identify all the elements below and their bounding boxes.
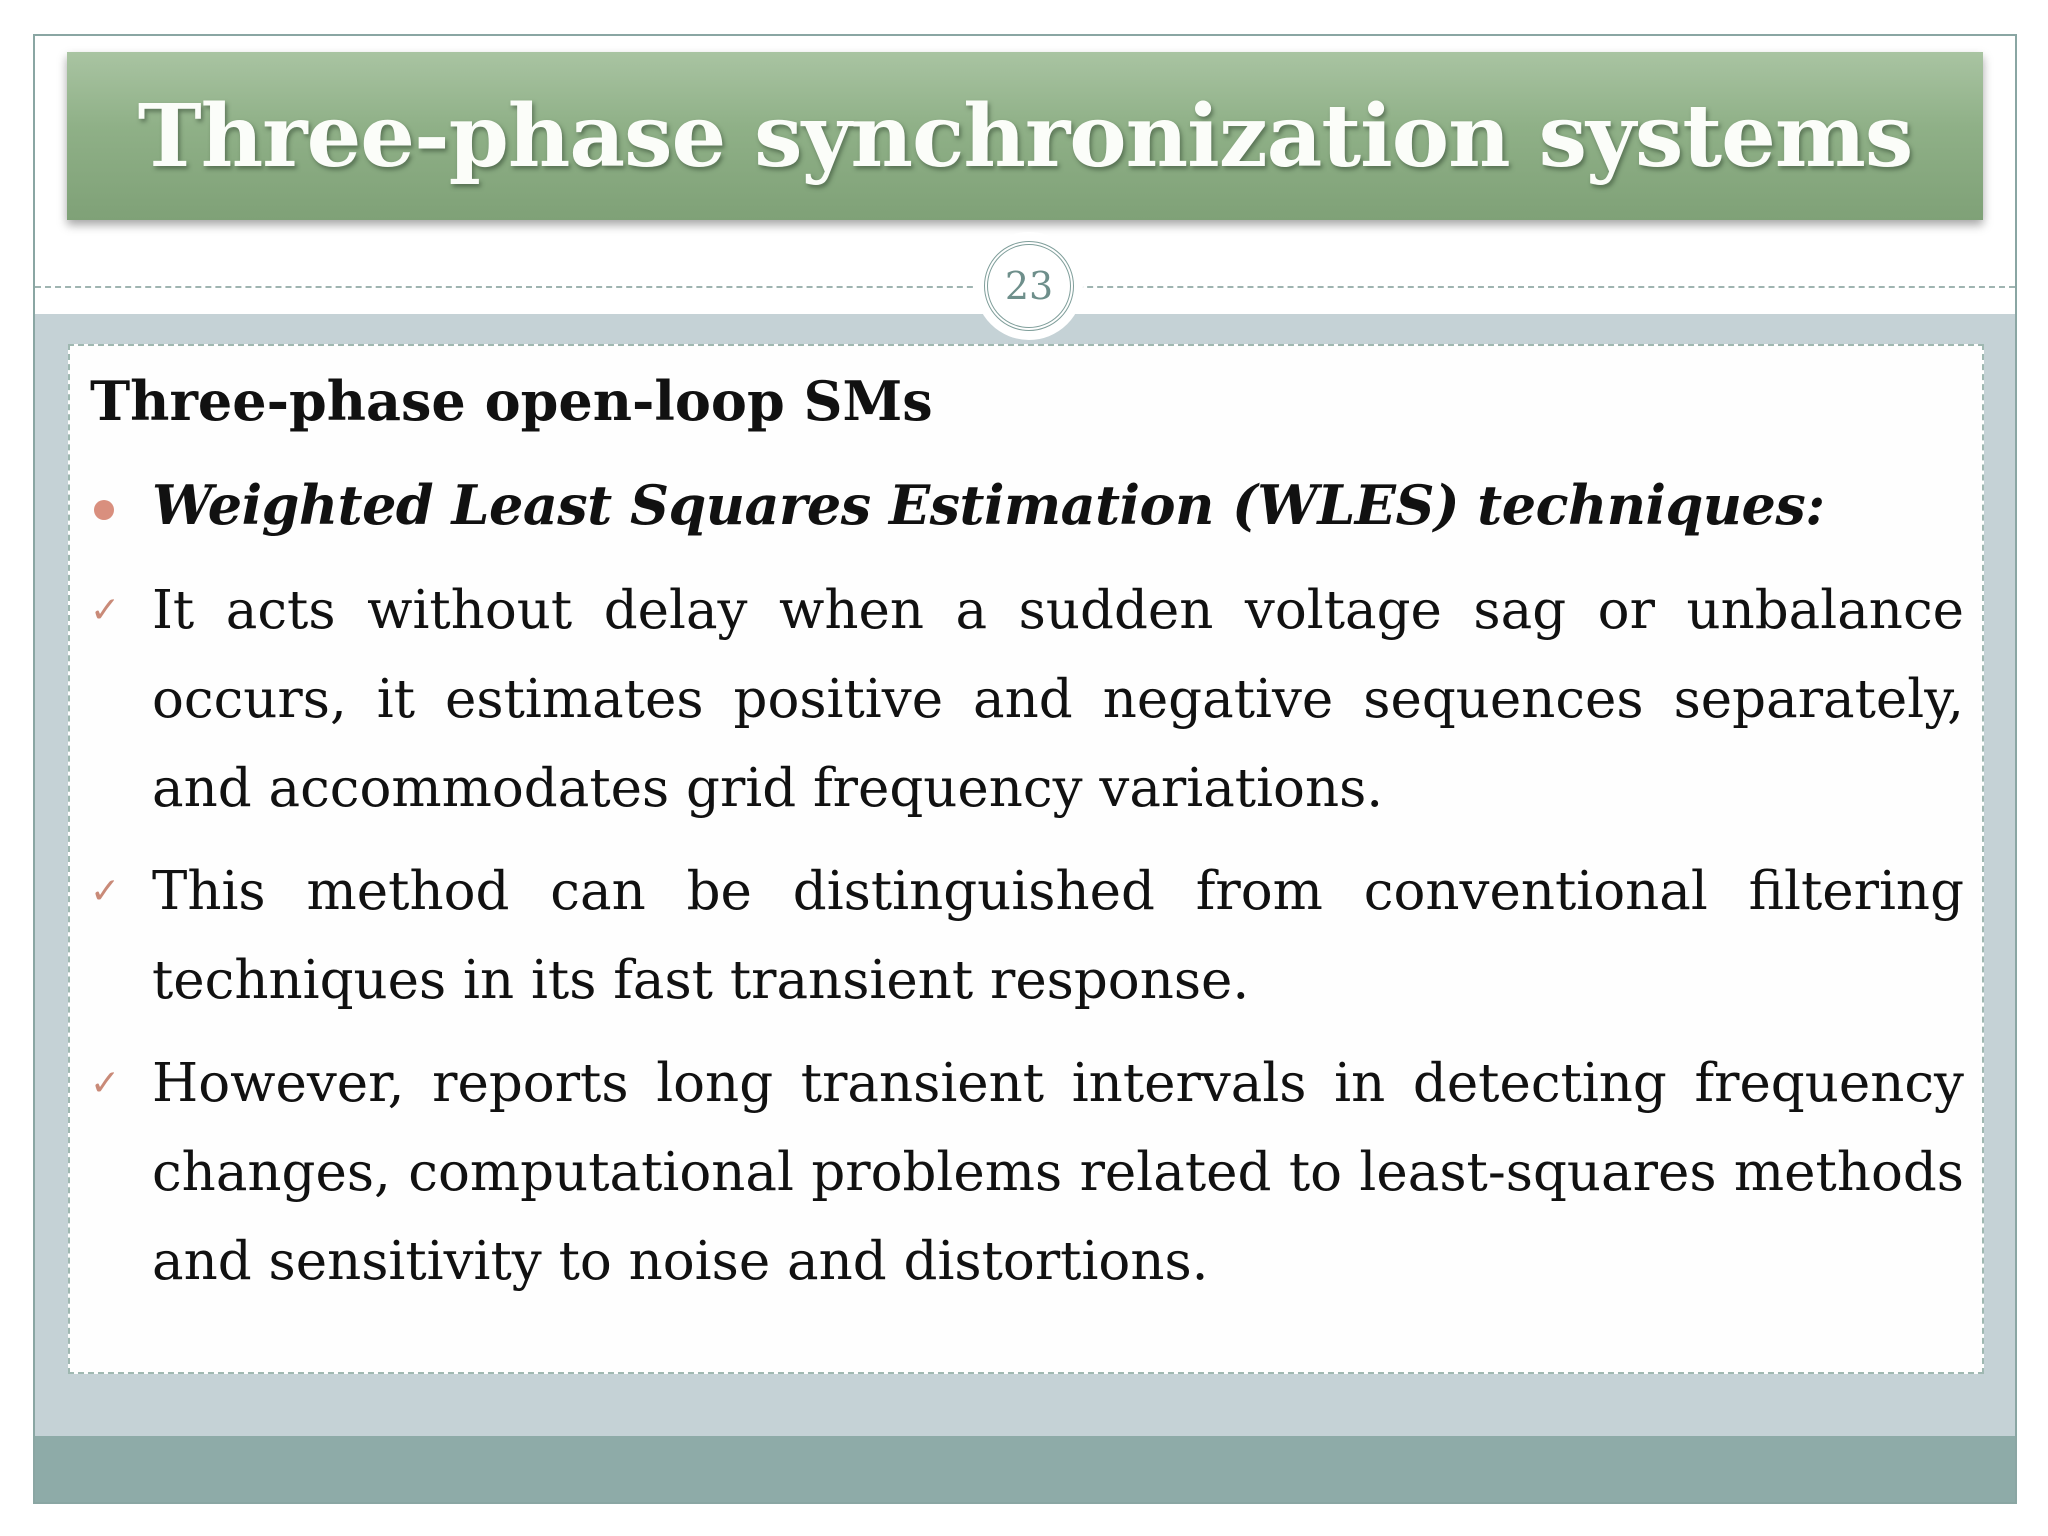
check-mark-icon: ✓ <box>90 590 121 631</box>
bullet-dot-icon <box>94 500 114 520</box>
check-item <box>90 566 1964 833</box>
page-number-badge <box>975 232 1083 340</box>
check-item <box>90 847 1964 1025</box>
check-item <box>90 1039 1964 1306</box>
check-text: However, reports long transient intervals in detecting frequency changes, computational problems related to least-squares methods and sensitivity to noise and distortions. <box>152 1053 1964 1292</box>
check-mark-icon: ✓ <box>90 1063 121 1104</box>
page-number: 23 <box>984 241 1074 331</box>
check-text: This method can be distinguished from conventional filtering techniques in its fast transient response. <box>152 861 1964 1011</box>
bullet-item <box>90 470 1964 540</box>
content-body <box>90 366 1964 1306</box>
check-mark-icon: ✓ <box>90 871 121 912</box>
check-text: It acts without delay when a sudden voltage sag or unbalance occurs, it estimates positive and negative sequences separately, and accommodates grid frequency variations. <box>152 580 1964 819</box>
slide <box>33 34 2017 1504</box>
slide-footer-band <box>35 1436 2015 1504</box>
content-box <box>68 344 1984 1374</box>
slide-title: Three-phase synchronization systems <box>137 85 1913 187</box>
bullet-text: Weighted Least Squares Estimation (WLES) techniques: <box>152 473 1825 537</box>
title-bar <box>67 52 1983 220</box>
content-heading: Three-phase open-loop SMs <box>90 369 933 433</box>
